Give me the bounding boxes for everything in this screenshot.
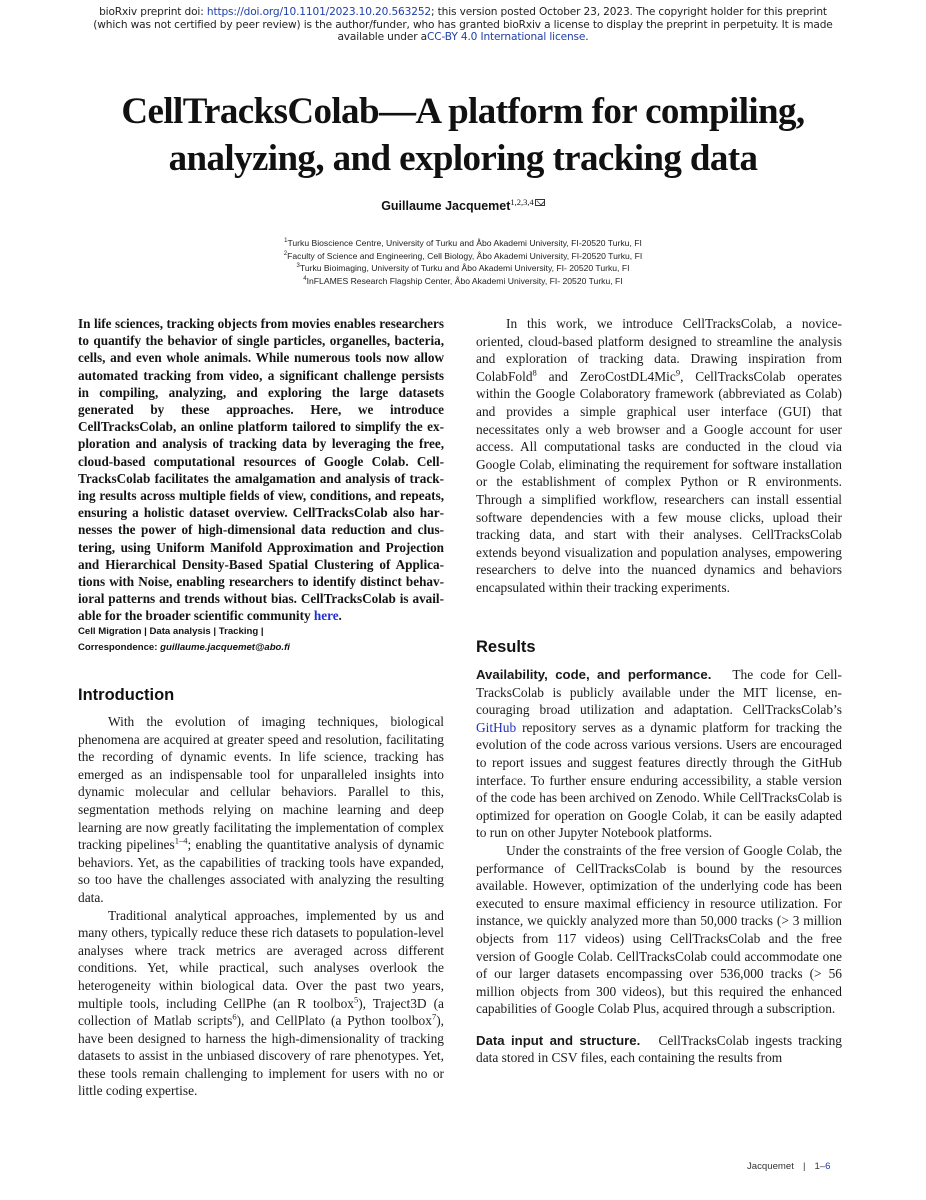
correspondence-email[interactable]: guillaume.jacquemet@abo.fi [160, 642, 290, 653]
github-link[interactable]: GitHub [476, 719, 517, 735]
envelope-icon[interactable] [535, 199, 545, 206]
paragraph-text: CellTracksColab ingests tracking data stored in CSV files, each containing the results from [476, 1032, 842, 1066]
title-line-2: analyzing, and exploring tracking data [168, 138, 758, 179]
citation-ref[interactable]: 9 [675, 367, 681, 378]
paragraph-text: Traditional analytical approaches, implemented by us and many others, typically reduce these rich datasets to population-level analyses where track metrics are averaged across different conditions. Yet, while practical, such analyses overlook the heterogeneity within biological data. Over the past two years, multiple tools, including CellPhe (an R toolbox [78, 907, 444, 1011]
affiliation-4 [0, 274, 926, 287]
citation-ref[interactable]: 5 [353, 994, 359, 1005]
paragraph-text: In this work, we introduce CellTracksColab, a novice-oriented, cloud-based platform designed to streamline the analysis and exploration of tracking data. Drawing inspiration from ColabFold [476, 316, 842, 384]
results-paragraph-1 [476, 666, 842, 842]
doi-link[interactable]: https://doi.org/10.1101/2023.10.20.563252 [206, 6, 431, 18]
author-line [0, 197, 926, 213]
paragraph-text: ; enabling the quantitative analysis of dynamic behaviors. Yet, as the capabilities of tracking tools have expanded, so too have the challenges associated with analyzing the resulting data. [78, 837, 444, 905]
results-heading: Results [476, 638, 536, 656]
paragraph-text: ), and CellPlato (a Python toolbox [236, 1013, 432, 1029]
affiliations [0, 236, 926, 287]
preprint-banner [0, 6, 926, 44]
affiliation-3 [0, 261, 926, 274]
author-affiliation-marks: 1,2,3,4 [510, 197, 534, 207]
footer-separator: | [802, 1161, 806, 1172]
citation-ref[interactable]: 7 [431, 1011, 437, 1022]
citation-ref[interactable]: 1–4 [174, 835, 188, 846]
abstract-text: In life sciences, tracking objects from movies enables researchers to quantify the behavior of single particles, organelles, bacteria, cells, and even whole animals. While numerous tools now allow automated tracking from video, a significant challenge persists in compiling, analyzing, and exploring the large datasets generated by these approaches. Here, we introduce CellTracksColab, an online platform tailored to simplify the exploration and analysis of tracking data by leveraging the free, cloud-based computational resources of Google Colab. CellTracksColab facilitates the amalgamation and analysis of tracking results across multiple fields of view, conditions, and repeats, ensuring a holistic dataset overview. CellTracksColab also harnesses the power of high-dimensional data reduction and clustering, using Uniform Manifold Approximation and Projection and Hierarchical Density-Based Spatial Clustering of Applications with Noise, enabling researchers to identify distinct behavioral patterns and trends without bias. CellTracksColab is available for the broader scientific community [78, 316, 444, 624]
affiliation-number: 4 [303, 275, 307, 282]
footer-page-total[interactable]: 6 [825, 1161, 831, 1172]
banner-line-1 [0, 6, 926, 19]
author-name: Guillaume Jacquemet [381, 199, 511, 214]
affiliation-text: Turku Bioimaging, University of Turku and Åbo Akademi University, FI- 20520 Turku, FI [299, 263, 630, 274]
abstract [78, 315, 444, 625]
introduction-body [78, 713, 444, 1100]
subsection-title: Data input and structure. [476, 1032, 641, 1048]
banner-line-3 [0, 31, 926, 44]
results-paragraph-3 [476, 1032, 842, 1067]
intro-paragraph-2 [78, 907, 444, 1101]
citation-ref[interactable]: 6 [232, 1011, 237, 1022]
affiliation-2 [0, 249, 926, 262]
correspondence [78, 642, 290, 653]
affiliation-number: 1 [284, 238, 288, 244]
paper-title [40, 88, 886, 182]
abstract-end: . [338, 608, 342, 624]
keywords: Cell Migration | Data analysis | Tracking | [78, 626, 264, 637]
title-line-1: CellTracksColab—A platform for compiling, [121, 91, 805, 132]
banner-line-2: (which was not certified by peer review) is the author/funder, who has granted bioRxiv a license to display the preprint in perpetuity. It is made [93, 18, 833, 31]
intro-paragraph-1 [78, 713, 444, 907]
banner-text: ; this version posted October 23, 2023. The copyright holder for this preprint [431, 6, 827, 18]
paragraph-text: and ZeroCostDL4Mic [536, 368, 676, 384]
paragraph-text: , CellTracksColab operates within the Google Colaboratory framework (abbreviated as Colab) and provides a simple graphical user interface (GUI) that necessitates only a web browser and a Google account for user access. All computational tasks are conducted in the cloud via Google Colab, eliminating the requirement for software installation or the establishment of complex Python or R environments. Through a simplified workflow, researchers can install essential software dependencies with a few mouse clicks, upload their tracking data, and start with their analyses. CellTracksColab extends beyond visualization and population analyses, empowering researchers to delve into the nuanced dynamics and behaviors encapsulated within their tracking experiments. [476, 368, 843, 595]
footer-author: Jacquemet [747, 1161, 794, 1172]
results-body [476, 666, 842, 1067]
banner-text: . [585, 31, 589, 44]
affiliation-text: Turku Bioscience Centre, University of Turku and Åbo Akademi University, FI-20520 Turku, FI [287, 237, 642, 248]
affiliation-number: 2 [283, 250, 288, 257]
paragraph-text: ), Traject3D (a collection of Matlab scripts [78, 995, 444, 1029]
citation-ref[interactable]: 8 [532, 367, 537, 378]
paragraph-text: With the evolution of imaging techniques, biological phenomena are acquired at greater speed and resolution, facilitating the recording of dynamic events. In life science, tracking has emerged as an indispensable tool for unparalleled insights into dynamic molecular and cellular behaviors. Parallel to this, segmentation methods relying on machine learning and deep learning are now greatly facilitating the implementation of complex tracking pipelines [78, 714, 444, 853]
paragraph-text: ), have been designed to harness the high-dimensionality of tracking datasets to assist in the unbiased discovery of rare phenotypes. Yet, these tools remain challenging to implement for users with no or little coding expertise. [78, 1013, 444, 1099]
footer-page: 1– [814, 1161, 826, 1172]
correspondence-label: Correspondence: [78, 642, 161, 653]
affiliation-text: Faculty of Science and Engineering, Cell Biology, Åbo Akademi University, FI-20520 Turku, FI [287, 250, 643, 261]
affiliation-1 [0, 236, 926, 249]
intro-paragraph-3 [476, 315, 842, 597]
subsection-title: Availability, code, and performance. [476, 667, 712, 682]
banner-text: bioRxiv preprint doi: [99, 6, 207, 18]
introduction-heading: Introduction [78, 686, 175, 704]
abstract-here-link[interactable]: here [313, 608, 339, 624]
results-paragraph-2: Under the constraints of the free version of Google Colab, the performance of CellTracksColab is bound by the resources available. However, optimization of the underlying code has been executed to ensure maximal efficiency in resource utilization. For instance, we quickly analyzed more than 50,000 tracks (> 3 million objects from 117 videos) using CellTracksColab and the free version of Google Colab. CellTracksColab could accommodate one of our larger datasets encompassing over 536,000 tracks (> 56 million objects from 300 videos), but this required the enhanced capabilities of Google Colab Plus, acquired through a subscription. [476, 842, 842, 1017]
paragraph-text: repository serves as a dynamic platform for tracking the evolution of the code across various versions. Users are encouraged to report issues and suggest features directly through the GitHub interface. To further ensure enduring accessibility, a stable version of the code has been archived on Zenodo. While CellTracksColab is optimized for operation on Google Colab, it can be easily adapted to run on other Jupyter Notebook platforms. [476, 719, 842, 841]
intro-right-column [476, 315, 842, 597]
paragraph-text: The code for CellTracksColab is publicly available under the MIT license, encouraging broad utilization and adaptation. CellTracksColab’s [476, 667, 842, 718]
page-footer [747, 1161, 830, 1172]
license-link[interactable]: CC-BY 4.0 International license [427, 31, 586, 44]
banner-text: available under a [337, 31, 427, 44]
affiliation-text: InFLAMES Research Flagship Center, Åbo Akademi University, FI- 20520 Turku, FI [306, 275, 623, 286]
affiliation-number: 3 [296, 263, 300, 270]
